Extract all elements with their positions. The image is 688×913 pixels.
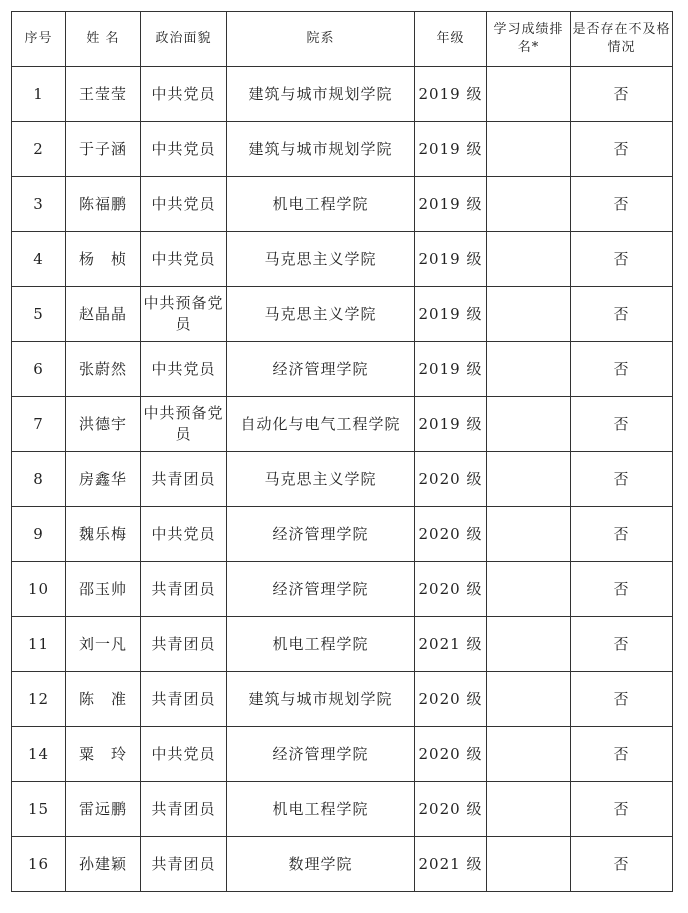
cell-no: 1 <box>12 67 66 122</box>
header-department: 院系 <box>227 12 415 67</box>
cell-political-status: 中共党员 <box>141 342 227 397</box>
cell-fail-status: 否 <box>571 232 673 287</box>
table-row <box>12 562 673 617</box>
cell-academic-rank <box>487 452 571 507</box>
cell-department: 机电工程学院 <box>227 782 415 837</box>
cell-grade: 2021 级 <box>415 837 487 892</box>
table-row <box>12 672 673 727</box>
cell-no: 14 <box>12 727 66 782</box>
cell-grade: 2020 级 <box>415 562 487 617</box>
cell-fail-status: 否 <box>571 67 673 122</box>
cell-grade: 2020 级 <box>415 782 487 837</box>
cell-political-status: 中共党员 <box>141 727 227 782</box>
table-row <box>12 617 673 672</box>
cell-department: 自动化与电气工程学院 <box>227 397 415 452</box>
cell-fail-status: 否 <box>571 452 673 507</box>
cell-academic-rank <box>487 837 571 892</box>
cell-academic-rank <box>487 342 571 397</box>
cell-fail-status: 否 <box>571 507 673 562</box>
cell-fail-status: 否 <box>571 342 673 397</box>
cell-no: 4 <box>12 232 66 287</box>
cell-fail-status: 否 <box>571 837 673 892</box>
cell-political-status: 中共党员 <box>141 122 227 177</box>
cell-name: 邵玉帅 <box>66 562 141 617</box>
cell-political-status: 中共党员 <box>141 232 227 287</box>
cell-name: 洪德宇 <box>66 397 141 452</box>
cell-department: 建筑与城市规划学院 <box>227 122 415 177</box>
cell-name: 陈 准 <box>66 672 141 727</box>
cell-fail-status: 否 <box>571 177 673 232</box>
cell-name: 陈福鹏 <box>66 177 141 232</box>
cell-no: 5 <box>12 287 66 342</box>
table-row <box>12 287 673 342</box>
student-roster-table <box>11 11 673 892</box>
cell-no: 6 <box>12 342 66 397</box>
cell-grade: 2020 级 <box>415 507 487 562</box>
cell-grade: 2020 级 <box>415 672 487 727</box>
cell-academic-rank <box>487 672 571 727</box>
cell-no: 8 <box>12 452 66 507</box>
table-row <box>12 342 673 397</box>
cell-academic-rank <box>487 782 571 837</box>
cell-name: 孙建颖 <box>66 837 141 892</box>
cell-department: 机电工程学院 <box>227 177 415 232</box>
header-grade: 年级 <box>415 12 487 67</box>
cell-name: 于子涵 <box>66 122 141 177</box>
cell-political-status: 中共党员 <box>141 507 227 562</box>
cell-grade: 2019 级 <box>415 287 487 342</box>
cell-department: 建筑与城市规划学院 <box>227 67 415 122</box>
cell-grade: 2019 级 <box>415 397 487 452</box>
cell-political-status: 共青团员 <box>141 562 227 617</box>
cell-name: 王莹莹 <box>66 67 141 122</box>
cell-academic-rank <box>487 617 571 672</box>
cell-political-status: 中共预备党员 <box>141 397 227 452</box>
cell-name: 刘一凡 <box>66 617 141 672</box>
cell-grade: 2020 级 <box>415 727 487 782</box>
cell-political-status: 共青团员 <box>141 782 227 837</box>
table-row <box>12 452 673 507</box>
cell-department: 经济管理学院 <box>227 342 415 397</box>
cell-no: 10 <box>12 562 66 617</box>
table-row <box>12 122 673 177</box>
cell-academic-rank <box>487 397 571 452</box>
cell-grade: 2019 级 <box>415 342 487 397</box>
table-row <box>12 727 673 782</box>
cell-fail-status: 否 <box>571 727 673 782</box>
table-header-row <box>12 12 673 67</box>
header-fail-status: 是否存在不及格情况 <box>571 12 673 67</box>
cell-fail-status: 否 <box>571 782 673 837</box>
header-no: 序号 <box>12 12 66 67</box>
cell-political-status: 共青团员 <box>141 617 227 672</box>
cell-fail-status: 否 <box>571 617 673 672</box>
table-row <box>12 397 673 452</box>
cell-grade: 2019 级 <box>415 232 487 287</box>
cell-fail-status: 否 <box>571 672 673 727</box>
cell-name: 杨 桢 <box>66 232 141 287</box>
cell-academic-rank <box>487 177 571 232</box>
table-row <box>12 837 673 892</box>
cell-academic-rank <box>487 507 571 562</box>
cell-no: 15 <box>12 782 66 837</box>
cell-grade: 2021 级 <box>415 617 487 672</box>
cell-name: 赵晶晶 <box>66 287 141 342</box>
table-row <box>12 177 673 232</box>
table-row <box>12 782 673 837</box>
cell-department: 经济管理学院 <box>227 727 415 782</box>
cell-fail-status: 否 <box>571 562 673 617</box>
cell-no: 12 <box>12 672 66 727</box>
cell-department: 马克思主义学院 <box>227 287 415 342</box>
cell-academic-rank <box>487 287 571 342</box>
cell-name: 魏乐梅 <box>66 507 141 562</box>
cell-name: 房鑫华 <box>66 452 141 507</box>
cell-no: 9 <box>12 507 66 562</box>
cell-fail-status: 否 <box>571 287 673 342</box>
cell-academic-rank <box>487 122 571 177</box>
cell-department: 马克思主义学院 <box>227 452 415 507</box>
cell-political-status: 中共预备党员 <box>141 287 227 342</box>
cell-department: 数理学院 <box>227 837 415 892</box>
cell-grade: 2019 级 <box>415 122 487 177</box>
cell-name: 张蔚然 <box>66 342 141 397</box>
cell-name: 雷远鹏 <box>66 782 141 837</box>
cell-department: 建筑与城市规划学院 <box>227 672 415 727</box>
cell-no: 2 <box>12 122 66 177</box>
cell-political-status: 共青团员 <box>141 452 227 507</box>
cell-fail-status: 否 <box>571 122 673 177</box>
cell-political-status: 中共党员 <box>141 67 227 122</box>
cell-no: 7 <box>12 397 66 452</box>
header-political-status: 政治面貌 <box>141 12 227 67</box>
cell-academic-rank <box>487 727 571 782</box>
cell-academic-rank <box>487 67 571 122</box>
table-row <box>12 507 673 562</box>
cell-grade: 2020 级 <box>415 452 487 507</box>
cell-department: 机电工程学院 <box>227 617 415 672</box>
cell-no: 16 <box>12 837 66 892</box>
table-row <box>12 232 673 287</box>
cell-no: 3 <box>12 177 66 232</box>
cell-name: 粟 玲 <box>66 727 141 782</box>
cell-department: 马克思主义学院 <box>227 232 415 287</box>
cell-academic-rank <box>487 562 571 617</box>
table-row <box>12 67 673 122</box>
cell-fail-status: 否 <box>571 397 673 452</box>
cell-grade: 2019 级 <box>415 177 487 232</box>
cell-political-status: 中共党员 <box>141 177 227 232</box>
cell-department: 经济管理学院 <box>227 562 415 617</box>
cell-no: 11 <box>12 617 66 672</box>
cell-department: 经济管理学院 <box>227 507 415 562</box>
cell-academic-rank <box>487 232 571 287</box>
cell-political-status: 共青团员 <box>141 837 227 892</box>
cell-grade: 2019 级 <box>415 67 487 122</box>
table-body <box>12 67 673 892</box>
header-name: 姓 名 <box>66 12 141 67</box>
cell-political-status: 共青团员 <box>141 672 227 727</box>
header-academic-rank: 学习成绩排名* <box>487 12 571 67</box>
